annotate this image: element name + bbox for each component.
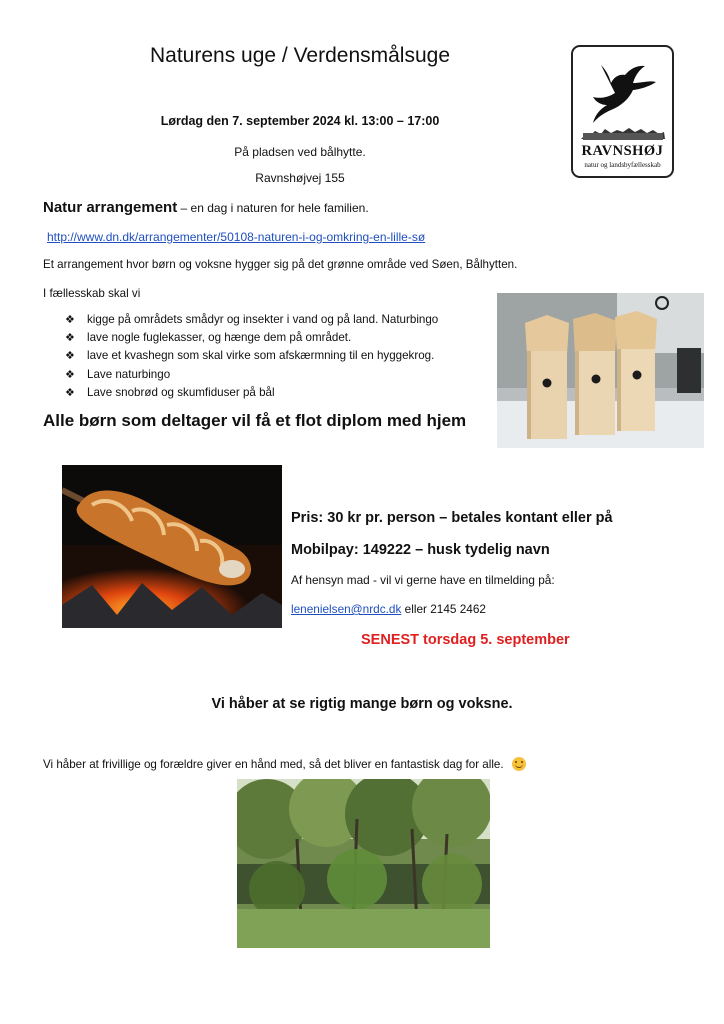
list-item (65, 311, 438, 329)
bullet-icon: ❖ (65, 314, 75, 326)
deadline-text: SENEST torsdag 5. september (361, 632, 570, 648)
bullet-icon: ❖ (65, 368, 75, 381)
event-date: Lørdag den 7. september 2024 kl. 13:00 – 17:00 (160, 114, 440, 128)
event-intro: Et arrangement hvor børn og voksne hygger sig på det grønne område ved Søen, Bålhytten. (43, 258, 518, 271)
smiley-icon (512, 757, 526, 771)
activity-text: lave et kvashegn som skal virke som afskærmning til en hyggekrog. (87, 349, 435, 363)
list-item (65, 347, 438, 365)
event-place: På pladsen ved bålhytte. (234, 145, 366, 159)
event-address: Ravnshøjvej 155 (255, 171, 345, 185)
closing-hope: Vi håber at se rigtig mange børn og voksne. (211, 696, 513, 712)
activity-text: Lave snobrød og skumfiduser på bål (87, 385, 275, 399)
birdhouse-photo (497, 293, 704, 448)
list-item (65, 366, 438, 384)
list-item (65, 384, 438, 402)
event-link[interactable]: http://www.dn.dk/arrangementer/50108-naturen-i-og-omkring-en-lille-sø (47, 230, 426, 244)
event-heading-bold: Natur arrangement (43, 199, 178, 216)
page-title: Naturens uge / Verdensmålsuge (149, 44, 451, 67)
activity-text: lave nogle fuglekasser, og hænge dem på området. (87, 331, 352, 345)
ravnshoj-logo (571, 45, 674, 178)
bullet-icon: ❖ (65, 332, 75, 345)
phone-text: eller 2145 2462 (401, 602, 486, 616)
snobroed-photo (62, 465, 282, 628)
activity-text: kigge på områdets smådyr og insekter i vand og på land. Naturbingo (87, 313, 439, 326)
event-heading-rest: – en dag i naturen for hele familien. (177, 201, 369, 215)
bullet-icon: ❖ (65, 350, 75, 363)
price-line-2: Mobilpay: 149222 – husk tydelig navn (291, 542, 550, 558)
raven-icon (573, 47, 672, 143)
diploma-note: Alle børn som deltager vil få et flot diplom med hjem (43, 411, 467, 430)
volunteer-sentence: Vi håber at frivillige og forældre giver en hånd med, så det bliver en fantastisk dag for alle. (43, 758, 504, 771)
event-heading (43, 199, 369, 216)
volunteer-text (43, 757, 526, 771)
price-line-1: Pris: 30 kr pr. person – betales kontant eller på (291, 510, 613, 526)
logo-subtitle: natur og landsbyfællesskab (584, 161, 661, 169)
email-link[interactable]: lenenielsen@nrdc.dk (291, 602, 402, 616)
activity-text: Lave naturbingo (87, 367, 171, 381)
signup-text: Af hensyn mad - vil vi gerne have en tilmelding på: (291, 573, 555, 587)
activities-intro: I fællesskab skal vi (43, 287, 141, 300)
activities-list (65, 311, 438, 402)
forest-photo (237, 779, 490, 948)
list-item (65, 329, 438, 347)
bullet-icon: ❖ (65, 386, 75, 399)
logo-name: RAVNSHØJ (581, 143, 664, 159)
contact-line (291, 602, 486, 616)
